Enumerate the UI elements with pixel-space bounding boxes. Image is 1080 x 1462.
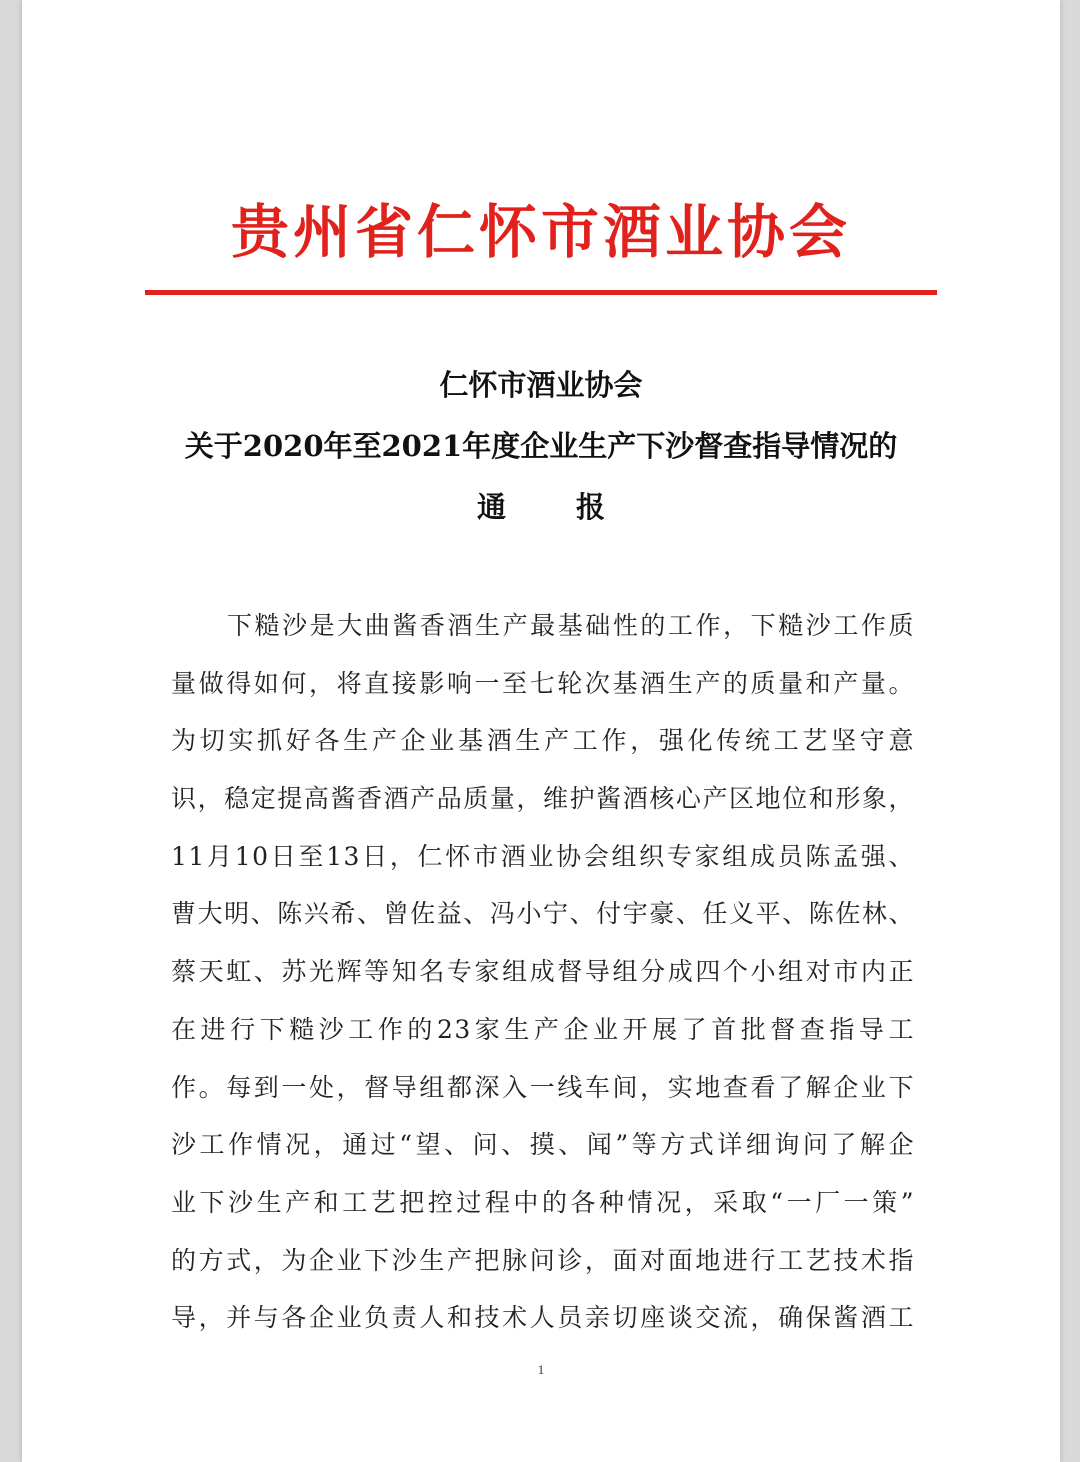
page-number: 1: [537, 1362, 545, 1377]
red-divider-line: [145, 290, 937, 295]
body-line: 业下沙生产和工艺把控过程中的各种情况，采取“一厂一策”: [171, 1187, 915, 1217]
body-line: 量做得如何，将直接影响一至七轮次基酒生产的质量和产量。: [171, 668, 915, 698]
body-line: 沙工作情况，通过“望、问、摸、闻”等方式详细询问了解企: [171, 1130, 915, 1160]
body-paragraph: [171, 597, 915, 1347]
body-line: 的方式，为企业下沙生产把脉问诊，面对面地进行工艺技术指: [171, 1245, 915, 1275]
body-line: 下糙沙是大曲酱香酒生产最基础性的工作，下糙沙工作质: [227, 611, 915, 640]
body-line: 为切实抓好各生产企业基酒生产工作，强化传统工艺坚守意: [171, 726, 915, 756]
title-notice: 通 报: [476, 490, 636, 524]
document-page: [22, 0, 1060, 1462]
body-line: 曹大明、陈兴希、曾佐益、冯小宁、付宇豪、任义平、陈佐林、: [171, 899, 915, 929]
title-subject: 关于2020年至2021年度企业生产下沙督查指导情况的: [184, 429, 898, 463]
body-line: 作。每到一处，督导组都深入一线车间，实地查看了解企业下: [171, 1072, 915, 1102]
body-line: 导，并与各企业负责人和技术人员亲切座谈交流，确保酱酒工: [171, 1303, 915, 1333]
body-line: 蔡天虹、苏光辉等知名专家组成督导组分成四个小组对市内正: [171, 957, 915, 987]
body-line: 识，稳定提高酱香酒产品质量，维护酱酒核心产区地位和形象，: [171, 784, 915, 814]
organization-masthead: 贵州省仁怀市酒业协会: [230, 198, 851, 266]
title-issuer: 仁怀市酒业协会: [439, 368, 643, 402]
body-line: 11月10日至13日，仁怀市酒业协会组织专家组成员陈孟强、: [171, 841, 915, 871]
notice-title-block: [22, 355, 1060, 538]
body-line: 在进行下糙沙工作的23家生产企业开展了首批督查指导工: [171, 1014, 915, 1044]
